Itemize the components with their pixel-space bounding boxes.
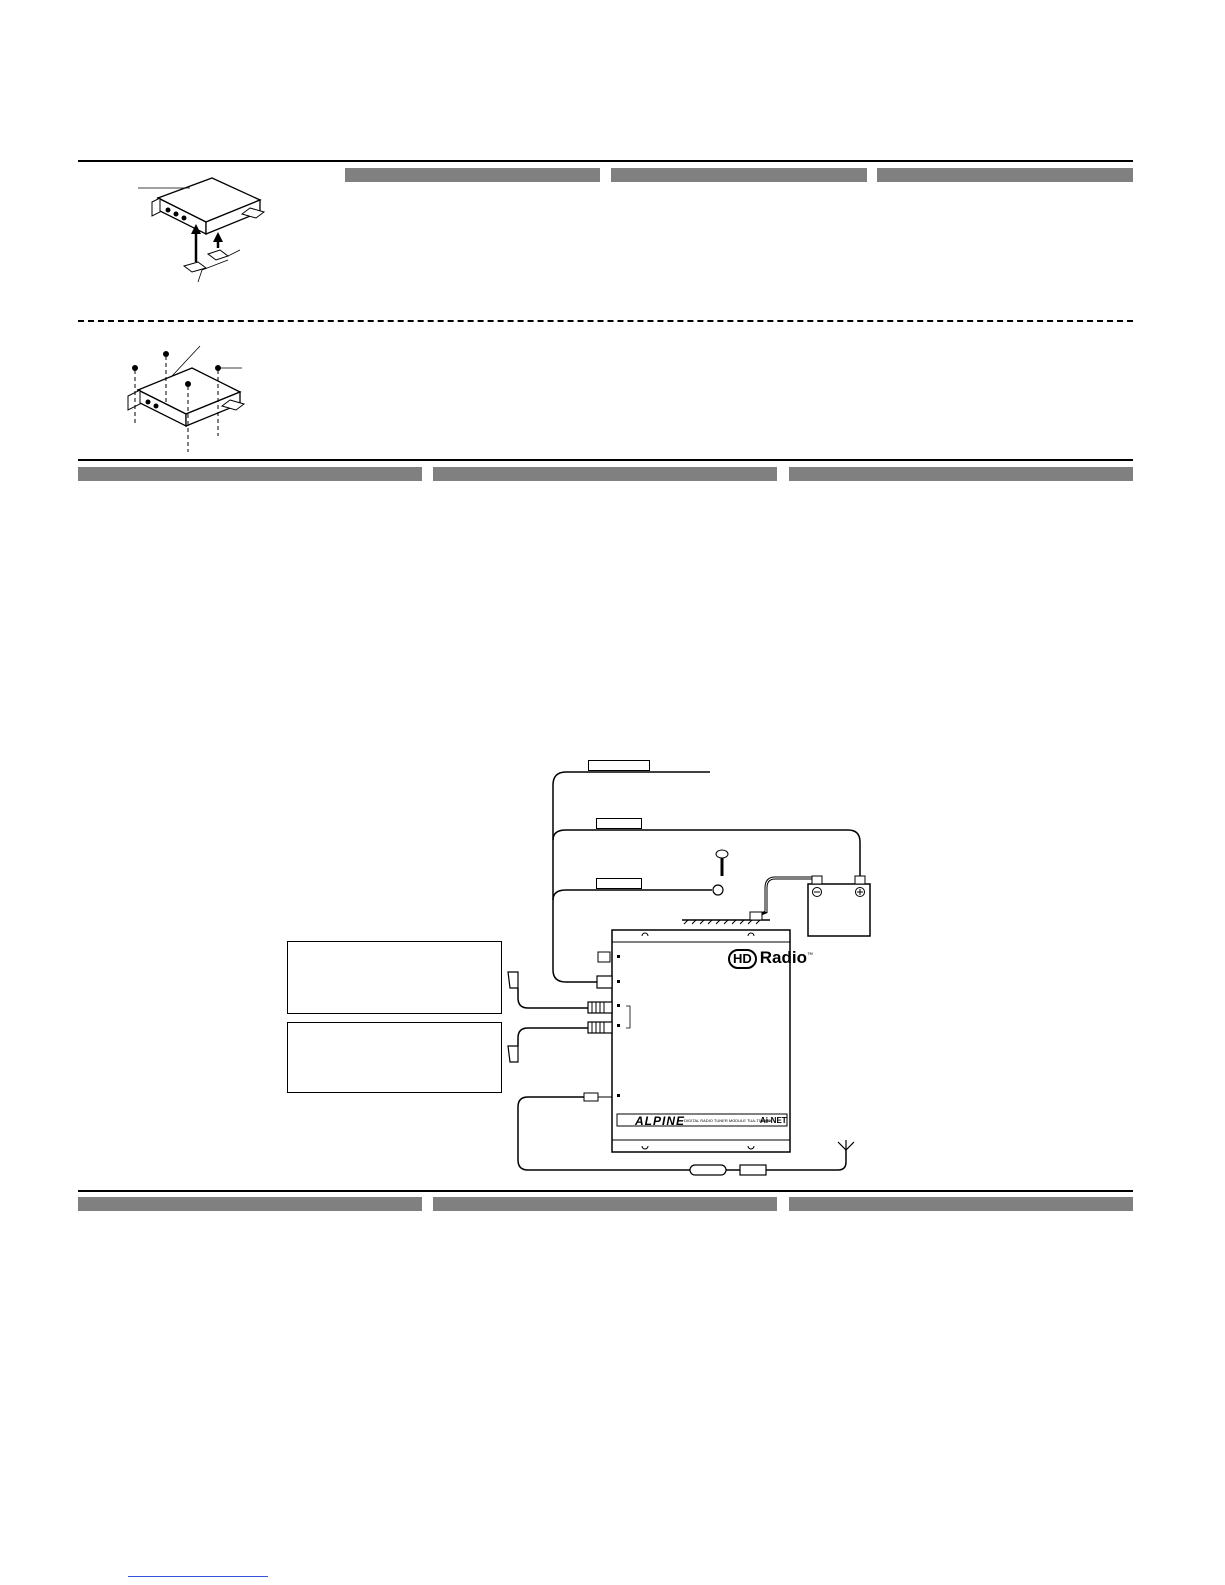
battery-lead-tag xyxy=(596,818,642,829)
ground-lead-tag xyxy=(596,878,642,889)
hd-logo-tm: ™ xyxy=(807,952,814,959)
hd-radio-logo xyxy=(728,948,813,969)
section-bar-7 xyxy=(78,1197,422,1211)
brand-logo: ALPINE xyxy=(635,1114,686,1128)
hd-logo-badge: HD xyxy=(728,949,757,969)
ai-net-logo: Ai-NET xyxy=(760,1116,787,1125)
head-unit-box-upper xyxy=(287,941,502,1014)
remote-lead-tag xyxy=(588,760,650,771)
section-bar-8 xyxy=(433,1197,777,1211)
head-unit-box-lower xyxy=(287,1022,502,1093)
model-label: DIGITAL RADIO TUNER MODULE TUA-T500HD xyxy=(684,1118,772,1123)
section-bar-9 xyxy=(789,1197,1133,1211)
battery-icon xyxy=(808,876,870,936)
antenna-icon xyxy=(838,1140,854,1150)
screw-icon xyxy=(716,850,728,876)
bottom-rule xyxy=(78,1190,1133,1192)
footer-link-underline[interactable] xyxy=(128,1576,268,1577)
hd-logo-word: Radio xyxy=(759,948,808,967)
